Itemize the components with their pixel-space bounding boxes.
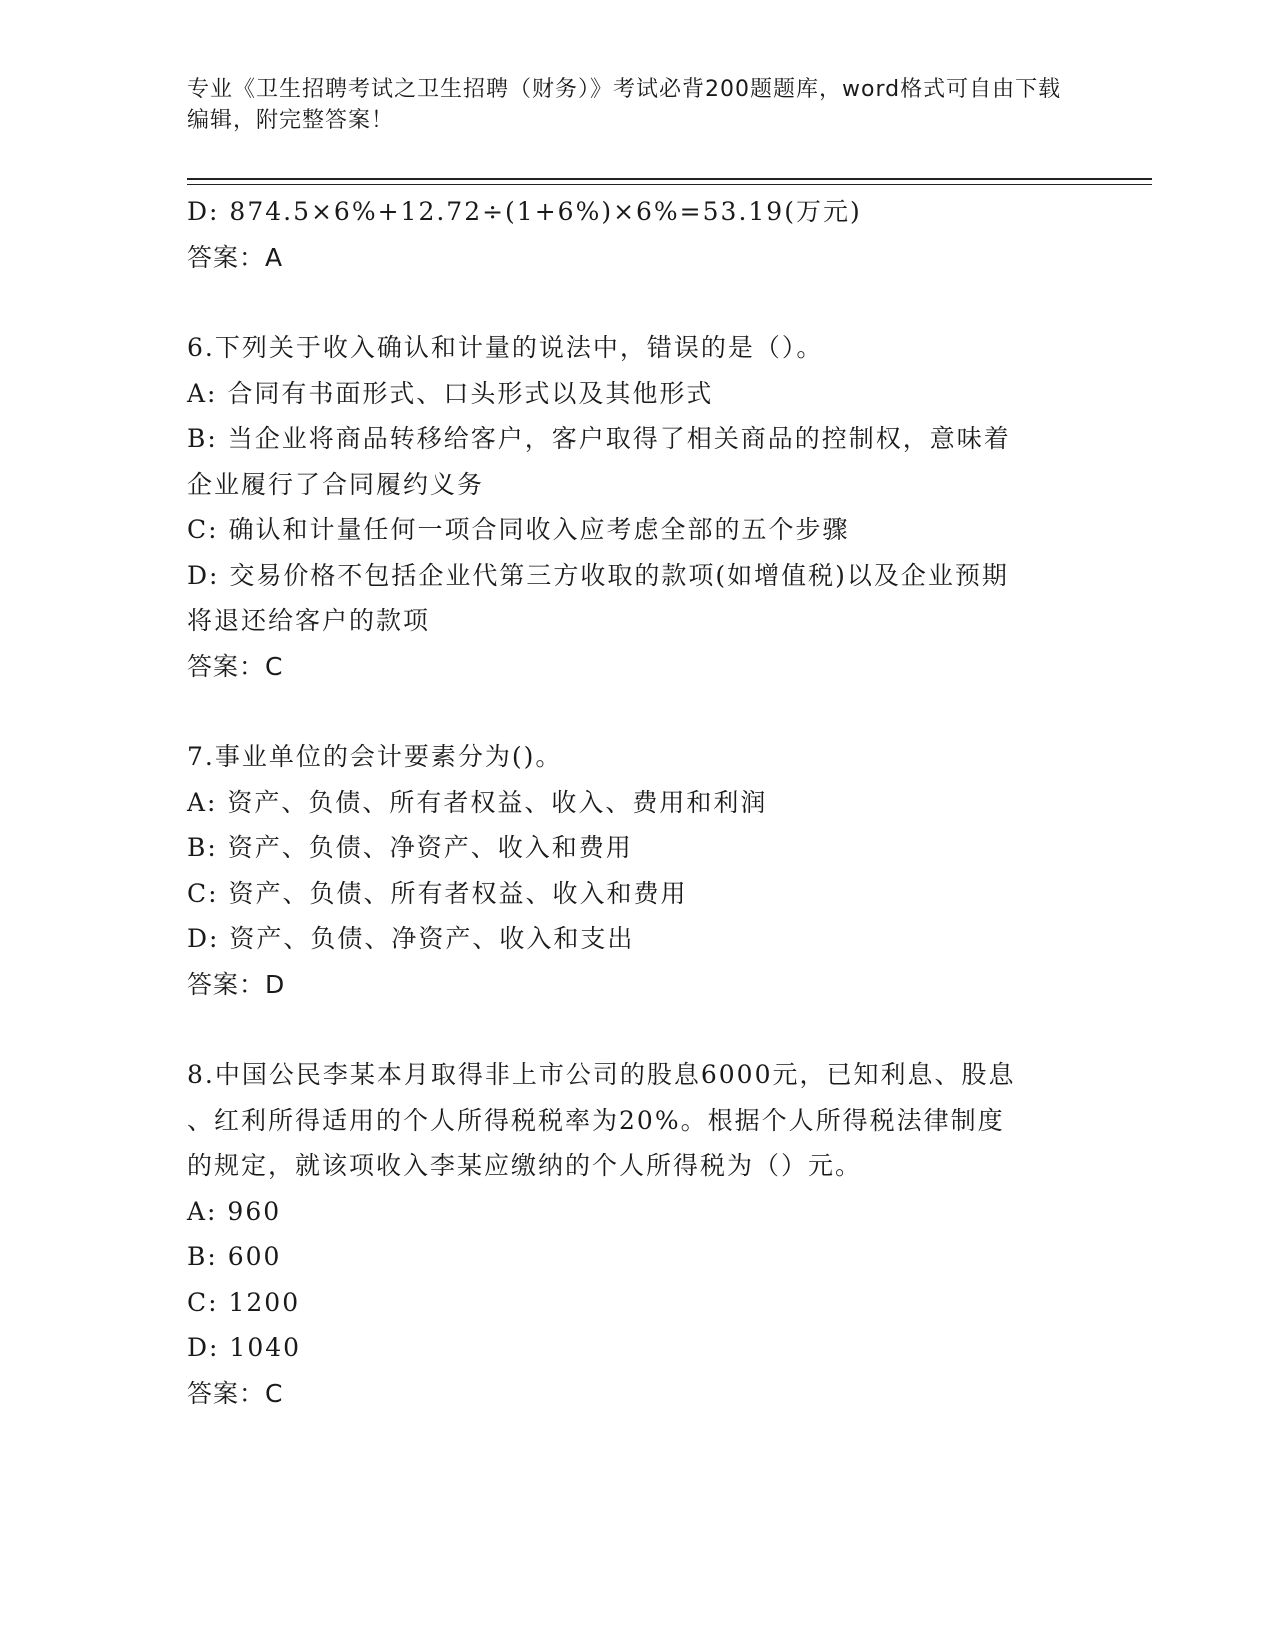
answer: 答案：C xyxy=(187,651,284,681)
option-c: C: 确认和计量任何一项合同收入应考虑全部的五个步骤 xyxy=(187,515,850,544)
question-stem-line-2: 、红利所得适用的个人所得税税率为20%。根据个人所得税法律制度 xyxy=(187,1105,1005,1135)
option-d: D: 1040 xyxy=(187,1333,302,1362)
option-d: D: 资产、负债、净资产、收入和支出 xyxy=(187,924,635,953)
document-body xyxy=(187,189,1087,1416)
option-a: A: 合同有书面形式、口头形式以及其他形式 xyxy=(187,378,714,408)
option-c: C: 1200 xyxy=(187,1287,301,1317)
option-d-line-2: 将退还给客户的款项 xyxy=(187,606,431,635)
question-7 xyxy=(187,734,1087,1007)
question-8 xyxy=(187,1052,1087,1416)
spacer xyxy=(187,1007,1087,1052)
spacer xyxy=(187,689,1087,734)
answer: 答案：C xyxy=(187,1378,284,1408)
question-stem: 6.下列关于收入确认和计量的说法中，错误的是（）。 xyxy=(187,333,824,362)
answer: 答案：A xyxy=(187,242,284,272)
option-c: C: 资产、负债、所有者权益、收入和费用 xyxy=(187,878,688,908)
option-b: B: 600 xyxy=(187,1242,282,1271)
option-b-line-2: 企业履行了合同履约义务 xyxy=(187,469,485,499)
header-divider-thin xyxy=(187,184,1152,185)
header-text: 专业《卫生招聘考试之卫生招聘（财务）》考试必背200题题库，word格式可自由下载编辑，附完整答案！ xyxy=(187,77,1062,133)
option-a: A: 960 xyxy=(187,1196,282,1226)
spacer xyxy=(187,280,1087,325)
option-b-line-1: B: 当企业将商品转移给客户，客户取得了相关商品的控制权，意味着 xyxy=(187,424,1011,453)
option-a: A: 资产、负债、所有者权益、收入、费用和利润 xyxy=(187,787,768,817)
question-stem-line-3: 的规定，就该项收入李某应缴纳的个人所得税为（）元。 xyxy=(187,1151,863,1180)
page-header xyxy=(187,74,1067,136)
header-divider-thick xyxy=(187,178,1152,180)
question-6 xyxy=(187,325,1087,689)
prev-question-tail xyxy=(187,189,1087,280)
question-stem: 7.事业单位的会计要素分为()。 xyxy=(187,742,563,771)
question-stem-line-1: 8.中国公民李某本月取得非上市公司的股息6000元，已知利息、股息 xyxy=(187,1060,1016,1089)
option-d-line-1: D: 交易价格不包括企业代第三方收取的款项(如增值税)以及企业预期 xyxy=(187,560,1009,590)
option-b: B: 资产、负债、净资产、收入和费用 xyxy=(187,833,633,862)
option-d: D: 874.5×6%+12.72÷(1+6%)×6%=53.19(万元) xyxy=(187,197,862,226)
answer: 答案：D xyxy=(187,969,286,999)
